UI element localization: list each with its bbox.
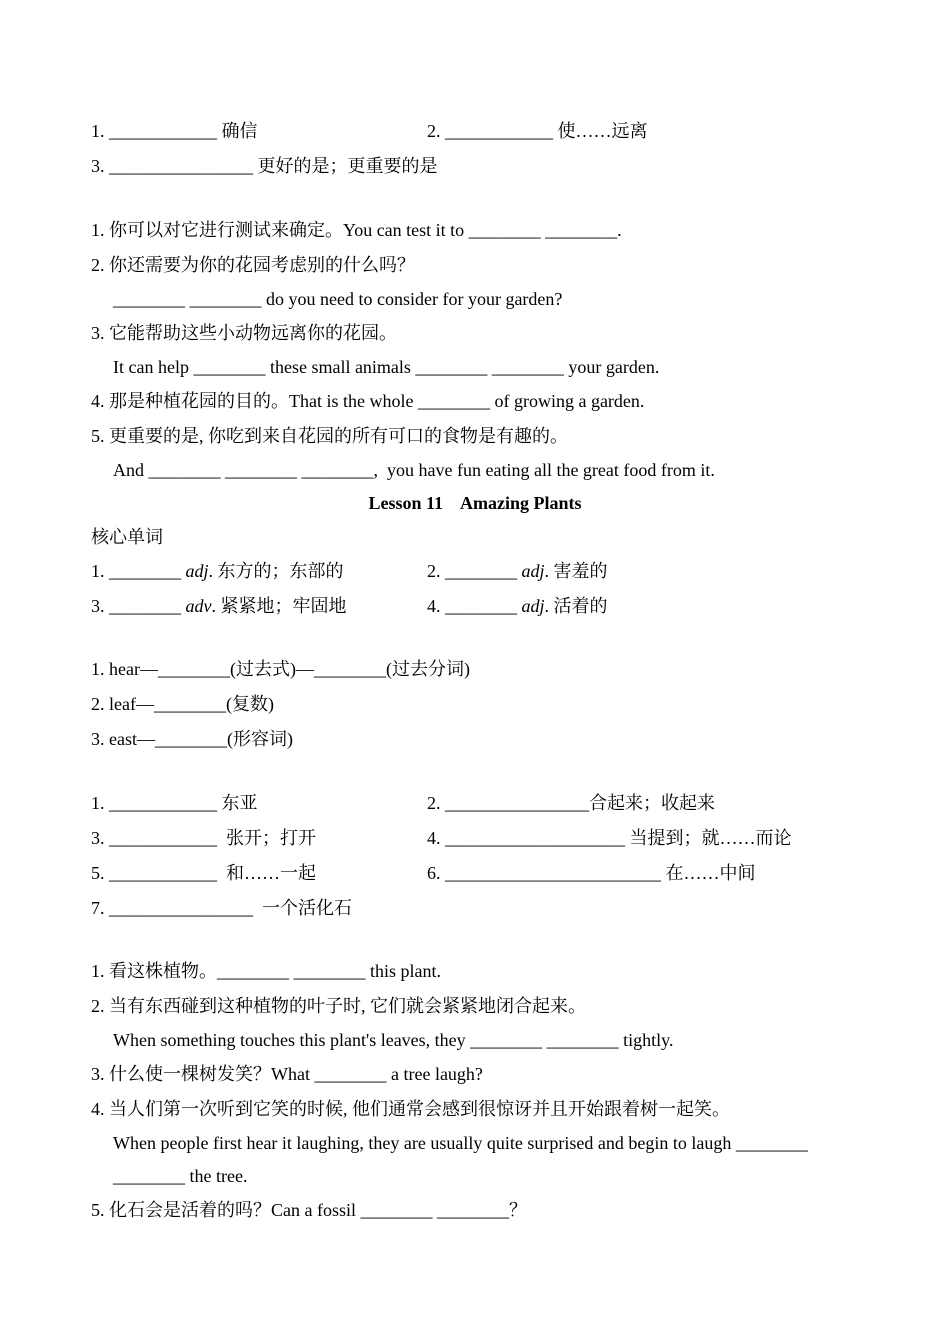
phrase-item-3: 3. ________________ 更好的是；更重要的是 bbox=[91, 156, 438, 176]
word-form-item-2: 2. leaf—________(复数) bbox=[91, 694, 274, 714]
word-form-item-3: 3. east—________(形容词) bbox=[91, 729, 293, 749]
phrase-item-1: 1. ____________ 确信 bbox=[91, 121, 258, 141]
sentence-item-1: 1. 你可以对它进行测试来确定。You can test it to ________ ________. bbox=[91, 220, 622, 240]
core-word-item-2: 2. ________ adj. 害羞的 bbox=[427, 561, 608, 581]
sentence-item-2-english: ________ ________ do you need to consider for your garden? bbox=[113, 289, 563, 309]
sentence-item-3: 3. 什么使一棵树发笑？What ________ a tree laugh? bbox=[91, 1064, 483, 1084]
phrase-item-2: 2. ________________合起来；收起来 bbox=[427, 793, 715, 813]
phrase-item-1: 1. ____________ 东亚 bbox=[91, 793, 258, 813]
phrase-item-7: 7. ________________ 一个活化石 bbox=[91, 898, 352, 918]
core-words-heading: 核心单词 bbox=[91, 527, 163, 547]
phrase-item-4: 4. ____________________ 当提到；就……而论 bbox=[427, 828, 792, 848]
sentence-item-4: 4. 那是种植花园的目的。That is the whole ________ of growing a garden. bbox=[91, 391, 645, 411]
phrase-item-3: 3. ____________ 张开；打开 bbox=[91, 828, 316, 848]
sentence-item-1: 1. 看这株植物。________ ________ this plant. bbox=[91, 961, 441, 981]
sentence-item-3: 3. 它能帮助这些小动物远离你的花园。 bbox=[91, 323, 397, 343]
phrase-item-6: 6. ________________________ 在……中间 bbox=[427, 863, 756, 883]
word-form-item-1: 1. hear—________(过去式)—________(过去分词) bbox=[91, 659, 470, 679]
sentence-item-4-english: When people first hear it laughing, they are usually quite surprised and begin to laugh ________ bbox=[113, 1133, 808, 1153]
sentence-item-2-english: When something touches this plant's leaves, they ________ ________ tightly. bbox=[113, 1030, 674, 1050]
sentence-item-5-english: And ________ ________ ________, you have fun eating all the great food from it. bbox=[113, 460, 715, 480]
sentence-item-4-english-cont: ________ the tree. bbox=[113, 1166, 248, 1186]
sentence-item-5: 5. 更重要的是, 你吃到来自花园的所有可口的食物是有趣的。 bbox=[91, 426, 568, 446]
sentence-item-2: 2. 当有东西碰到这种植物的叶子时, 它们就会紧紧地闭合起来。 bbox=[91, 996, 586, 1016]
phrase-item-2: 2. ____________ 使……远离 bbox=[427, 121, 648, 141]
core-word-item-4: 4. ________ adj. 活着的 bbox=[427, 596, 608, 616]
sentence-item-3-english: It can help ________ these small animals ________ ________ your garden. bbox=[113, 357, 660, 377]
sentence-item-2: 2. 你还需要为你的花园考虑别的什么吗？ bbox=[91, 255, 415, 275]
sentence-item-4: 4. 当人们第一次听到它笑的时候, 他们通常会感到很惊讶并且开始跟着树一起笑。 bbox=[91, 1099, 730, 1119]
lesson-title: Lesson 11 Amazing Plants bbox=[368, 493, 582, 513]
core-word-item-3: 3. ________ adv. 紧紧地；牢固地 bbox=[91, 596, 347, 616]
sentence-item-5: 5. 化石会是活着的吗？Can a fossil ________ ________？ bbox=[91, 1200, 527, 1220]
core-word-item-1: 1. ________ adj. 东方的；东部的 bbox=[91, 561, 344, 581]
phrase-item-5: 5. ____________ 和……一起 bbox=[91, 863, 316, 883]
